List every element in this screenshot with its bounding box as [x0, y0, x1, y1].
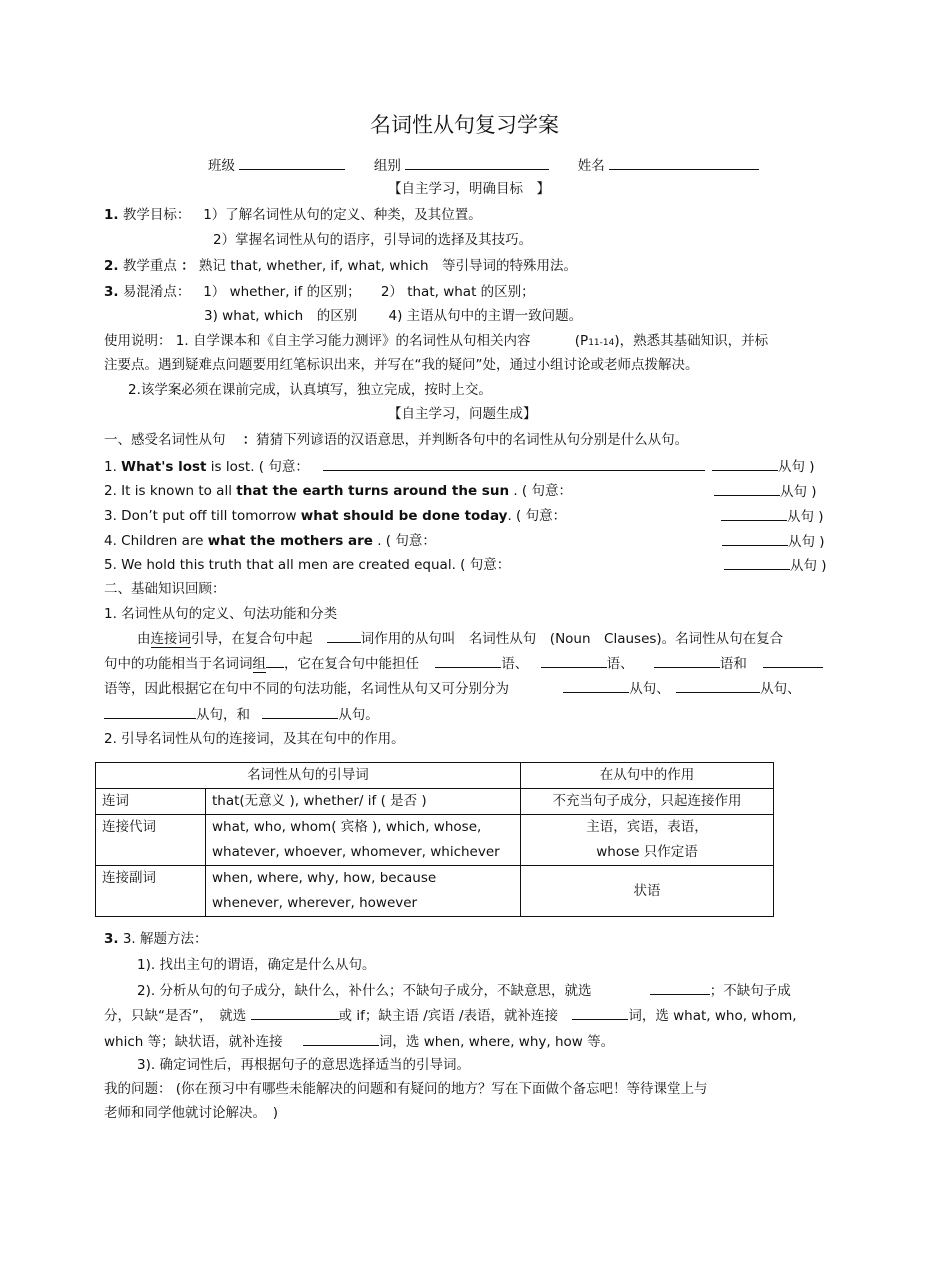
table-row: [96, 789, 774, 815]
row-type: 连词: [96, 789, 206, 815]
row-type: 连接副词: [96, 866, 206, 917]
row-role: 主语，宾语，表语， whose 只作定语: [521, 815, 774, 866]
function-blank-1[interactable]: [435, 653, 501, 668]
proverb-4: 4. Children are what the mothers are . ( 句意：: [104, 533, 436, 549]
part2-s1-line-4: 从句，和 从句。: [104, 704, 379, 725]
proverb-3-clause: 从句 ): [721, 506, 824, 527]
proverb-4-clause: 从句 ): [722, 531, 825, 552]
row-words: when, where, why, how, because whenever, wherever, however: [206, 866, 521, 917]
my-questions-line-1: 我的问题： (你在预习中有哪些未能解决的问题和有疑问的地方？写在下面做个备忘吧！等待课堂上与: [104, 1081, 708, 1097]
row-words: that(无意义 ), whether/ if ( 是否 ): [206, 789, 521, 815]
part2-s1-line-1: 由连接词引导，在复合句中起 词作用的从句叫 名词性从句 (Noun Clauses)。名词性从句在复合: [137, 628, 783, 649]
row-role: 不充当句子成分，只起连接作用: [521, 789, 774, 815]
proverb-1-clause: 从句 ): [712, 456, 815, 477]
clause-blank-5[interactable]: [724, 555, 790, 570]
function-blank-2[interactable]: [541, 653, 607, 668]
name-label: 姓名: [577, 158, 605, 174]
proverb-2: 2. It is known to all that the earth turns around the sun . ( 句意：: [104, 483, 572, 499]
class-label: 班级: [208, 158, 235, 174]
usage-line-1: 使用说明： 1. 自学课本和《自主学习能力测评》的名词性从句相关内容 (P11-14)，熟悉其基础知识，并标: [104, 333, 769, 349]
clause-blank-2[interactable]: [714, 481, 780, 496]
proverb-5-clause: 从句 ): [724, 555, 827, 576]
method-2-line-2: 分，只缺“是否”， 就选 或 if；缺主语 /宾语 /表语，就补连接 词，选 what, who, whom,: [104, 1005, 797, 1026]
connectives-table: [95, 762, 774, 917]
student-info-line: [208, 155, 759, 176]
part2-s1-line-3: 语等，因此根据它在句中不同的句法功能，名词性从句又可分别分为 从句、 从句、: [104, 678, 801, 699]
page-title: 名词性从句复习学案: [370, 113, 559, 137]
part2-heading: 二、基础知识回顾：: [104, 581, 226, 597]
method-2-line-1: 2). 分析从句的句子成分，缺什么，补什么；不缺句子成分，不缺意思，就选 ；不缺句子成: [137, 980, 791, 1001]
clause-blank-3[interactable]: [721, 506, 787, 521]
method-2-line-3: which 等；缺状语，就补连接 词，选 when, where, why, how 等。: [104, 1031, 614, 1052]
part2-s1-line-2: 句中的功能相当于名词词组 ，它在复合句中能担任 语、 语、 语和: [104, 653, 823, 674]
clause-blank-4[interactable]: [722, 531, 788, 546]
table-header-row: [96, 763, 774, 789]
role-blank[interactable]: [327, 628, 361, 643]
usage-line-3: 2.该学案必须在课前完成，认真填写，独立完成，按时上交。: [128, 382, 492, 398]
table-header-role: 在从句中的作用: [521, 763, 774, 789]
goal-3-line-2: 3) what, which 的区别 4) 主语从句中的主谓一致问题。: [204, 308, 583, 324]
type-blank-2[interactable]: [676, 678, 760, 693]
part2-s2-title: 2. 引导名词性从句的连接词，及其在句中的作用。: [104, 731, 405, 747]
name-field[interactable]: [609, 155, 759, 170]
part1-heading: 一、感受名词性从句 ：猜猜下列谚语的汉语意思，并判断各句中的名词性从句分别是什么从句。: [104, 432, 689, 448]
section-heading-questions: 【自主学习，问题生成】: [388, 406, 537, 422]
row-role: 状语: [521, 866, 774, 917]
function-blank-4[interactable]: [763, 653, 823, 668]
part2-s1-title: 1. 名词性从句的定义、句法功能和分类: [104, 606, 338, 622]
method-blank-4[interactable]: [303, 1031, 379, 1046]
type-blank-3[interactable]: [104, 704, 196, 719]
proverb-2-clause: 从句 ): [714, 481, 817, 502]
method-3: 3). 确定词性后，再根据句子的意思选择适当的引导词。: [137, 1057, 470, 1073]
row-words: what, who, whom( 宾格 ), which, whose, whatever, whoever, whomever, whichever: [206, 815, 521, 866]
proverb-5: 5. We hold this truth that all men are created equal. ( 句意：: [104, 557, 511, 573]
meaning-blank-1[interactable]: [323, 456, 705, 471]
goal-1-line-2: 2）掌握名词性从句的语序，引导词的选择及其技巧。: [213, 232, 533, 248]
my-questions-line-2: 老师和同学他就讨论解决。 ): [104, 1105, 279, 1121]
table-row: [96, 815, 774, 866]
part3-title: 3. 3. 解题方法：: [104, 931, 208, 947]
usage-line-2: 注要点。遇到疑难点问题要用红笔标识出来，并写在“我的疑问”处，通过小组讨论或老师点拨解决。: [104, 357, 699, 373]
group-label: 组别: [373, 158, 401, 174]
proverb-3: 3. Don’t put off till tomorrow what should be done today. ( 句意：: [104, 508, 567, 524]
method-blank-2[interactable]: [251, 1005, 339, 1020]
row-type: 连接代词: [96, 815, 206, 866]
group-field[interactable]: [405, 155, 549, 170]
method-blank-3[interactable]: [572, 1005, 628, 1020]
goal-2: 2. 教学重点 ： 熟记 that, whether, if, what, which 等引导词的特殊用法。: [104, 258, 578, 274]
table-header-connectives: 名词性从句的引导词: [96, 763, 521, 789]
section-heading-goals: 【自主学习，明确目标 】: [388, 181, 550, 197]
goal-1-line-1: 1. 教学目标： 1）了解名词性从句的定义、种类，及其位置。: [104, 207, 482, 223]
type-blank-4[interactable]: [262, 704, 338, 719]
proverb-1: 1. What's lost is lost. ( 句意：: [104, 456, 705, 477]
method-blank-1[interactable]: [650, 980, 710, 995]
table-row: [96, 866, 774, 917]
goal-3-line-1: 3. 易混淆点： 1） whether, if 的区别； 2） that, what 的区别；: [104, 284, 535, 300]
clause-blank-1[interactable]: [712, 456, 778, 471]
type-blank-1[interactable]: [563, 678, 629, 693]
class-field[interactable]: [239, 155, 345, 170]
function-blank-3[interactable]: [654, 653, 720, 668]
method-1: 1). 找出主句的谓语，确定是什么从句。: [137, 957, 376, 973]
